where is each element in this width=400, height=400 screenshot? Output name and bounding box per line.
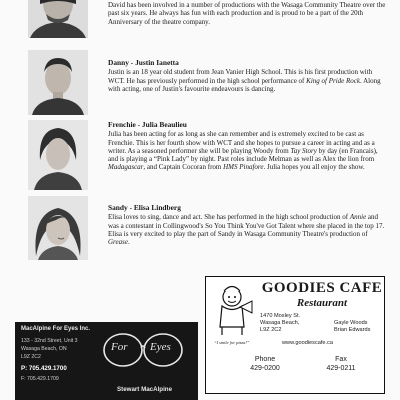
cast-bio-danny — [108, 59, 386, 93]
logo-word-for: For — [111, 341, 128, 353]
bio-text-segment: . Along with acting, one of Justin's favourite endeavours is dancing. — [108, 76, 381, 93]
cast-heading: Sandy - Elisa Lindberg — [108, 203, 181, 212]
bio-text-segment: Julia has been acting for as long as she can remember and is extremely excited to be cast as Frenchie. This is her fourth show with WCT and she hopes to pursue a career in acting and as a writer. As a seasoned performer she will be playing Woody from — [108, 130, 375, 155]
bio-text-segment: . — [127, 238, 130, 247]
headshot-photo-frenchie — [28, 120, 88, 190]
cast-bio-frenchie — [108, 121, 386, 172]
headshot-icon — [28, 120, 88, 190]
phone-label: Phone — [254, 356, 276, 363]
address-line: 1470 Mosley St. — [260, 313, 301, 319]
cast-bio-text — [108, 130, 386, 171]
mascot-caption: “I smile for pizza!” — [214, 340, 250, 345]
address-line: 133 - 32nd Street, Unit 3 — [21, 338, 78, 344]
goodies-cafe-ad — [205, 276, 385, 394]
cast-heading: Danny - Justin Ianetta — [108, 58, 179, 67]
bio-text-segment: , and Captain Cocoran from — [143, 163, 224, 172]
fax-number: 429-0211 — [326, 365, 356, 372]
owner-name: Gayle Woods — [334, 320, 368, 326]
headshot-icon — [28, 196, 88, 260]
macalpine-company: MacAlpine For Eyes Inc. — [21, 326, 91, 332]
bio-text-segment: Justin is an 18 year old student from Jean Vanier High School. This is his first production with WCT. He has previously performed in the high school performance of — [108, 68, 373, 85]
goodies-title: GOODIES CAFE — [261, 280, 383, 296]
macalpine-address — [21, 337, 78, 361]
goodies-address — [260, 313, 300, 333]
macalpine-fax: F: 705.429.1709 — [21, 376, 59, 382]
address-line: Wasaga Beach, — [260, 319, 300, 326]
goodies-owners — [334, 320, 370, 334]
cast-bio-text: David has been involved in a number of productions with the Wasaga Community Theatre over the past six years. He always has fun with each production and is proud to be a part of the 20th Anniversary of the theatre company. — [108, 1, 386, 26]
macalpine-phone: P: 705.429.1700 — [21, 365, 67, 372]
headshot-icon — [28, 50, 88, 115]
for-eyes-logo — [101, 328, 185, 372]
bio-title-italic: Tay Story — [290, 146, 317, 155]
bio-text-segment: . Julia hopes you all enjoy the show. — [263, 163, 365, 172]
headshot-photo-sandy — [28, 196, 88, 260]
macalpine-for-eyes-ad — [15, 322, 198, 400]
bio-title-italic: King of Pride Rock — [306, 76, 361, 85]
bio-title-italic: HMS Pinafore — [223, 163, 264, 172]
address-line: L9Z 2C2 — [260, 326, 282, 333]
bio-text-segment: by day (en Francais), and is playing a “Pink Lady” by night. Past roles include Melman as well as Alex the lion from — [108, 146, 378, 164]
bio-title-italic: Grease — [108, 238, 128, 247]
cast-bio-text — [108, 213, 386, 246]
address-line: L9Z 2C2 — [21, 354, 41, 360]
bio-text-segment: Elisa loves to sing, dance and act. She has performed in the high school production of — [108, 213, 350, 222]
macalpine-owner: Stewart MacAlpine — [117, 386, 173, 393]
goodies-subtitle: Restaurant — [296, 297, 348, 309]
cast-bio-text — [108, 68, 386, 93]
headshot-photo-danny — [28, 50, 88, 115]
cast-bio-david — [108, 1, 386, 26]
goodies-phone-block — [240, 355, 290, 373]
goodies-fax-block — [316, 355, 366, 373]
headshot-icon — [28, 0, 88, 38]
owner-name: Brian Edwards — [334, 327, 371, 334]
cast-heading: Frenchie - Julia Beaulieu — [108, 120, 187, 129]
logo-word-eyes: Eyes — [150, 341, 171, 353]
headshot-photo-david — [28, 0, 88, 38]
bio-title-italic: Annie — [349, 213, 367, 222]
bio-title-italic: Madagascar — [108, 163, 144, 172]
phone-number: 429-0200 — [250, 365, 280, 372]
goodies-website: www.goodiescafe.ca — [282, 340, 333, 346]
fax-label: Fax — [335, 356, 347, 363]
pizza-chef-icon — [210, 283, 254, 339]
goodies-mascot — [210, 283, 254, 339]
bio-text-segment: and was a contestant in Collingwood's So You Think You've Got Talent where she placed in the top 17. Elisa is very excited to play the part of Sandy in Wasaga Community Theatre's production of — [108, 213, 385, 238]
cast-bio-sandy — [108, 204, 386, 246]
address-line: Wasaga Beach, ON — [21, 346, 67, 352]
